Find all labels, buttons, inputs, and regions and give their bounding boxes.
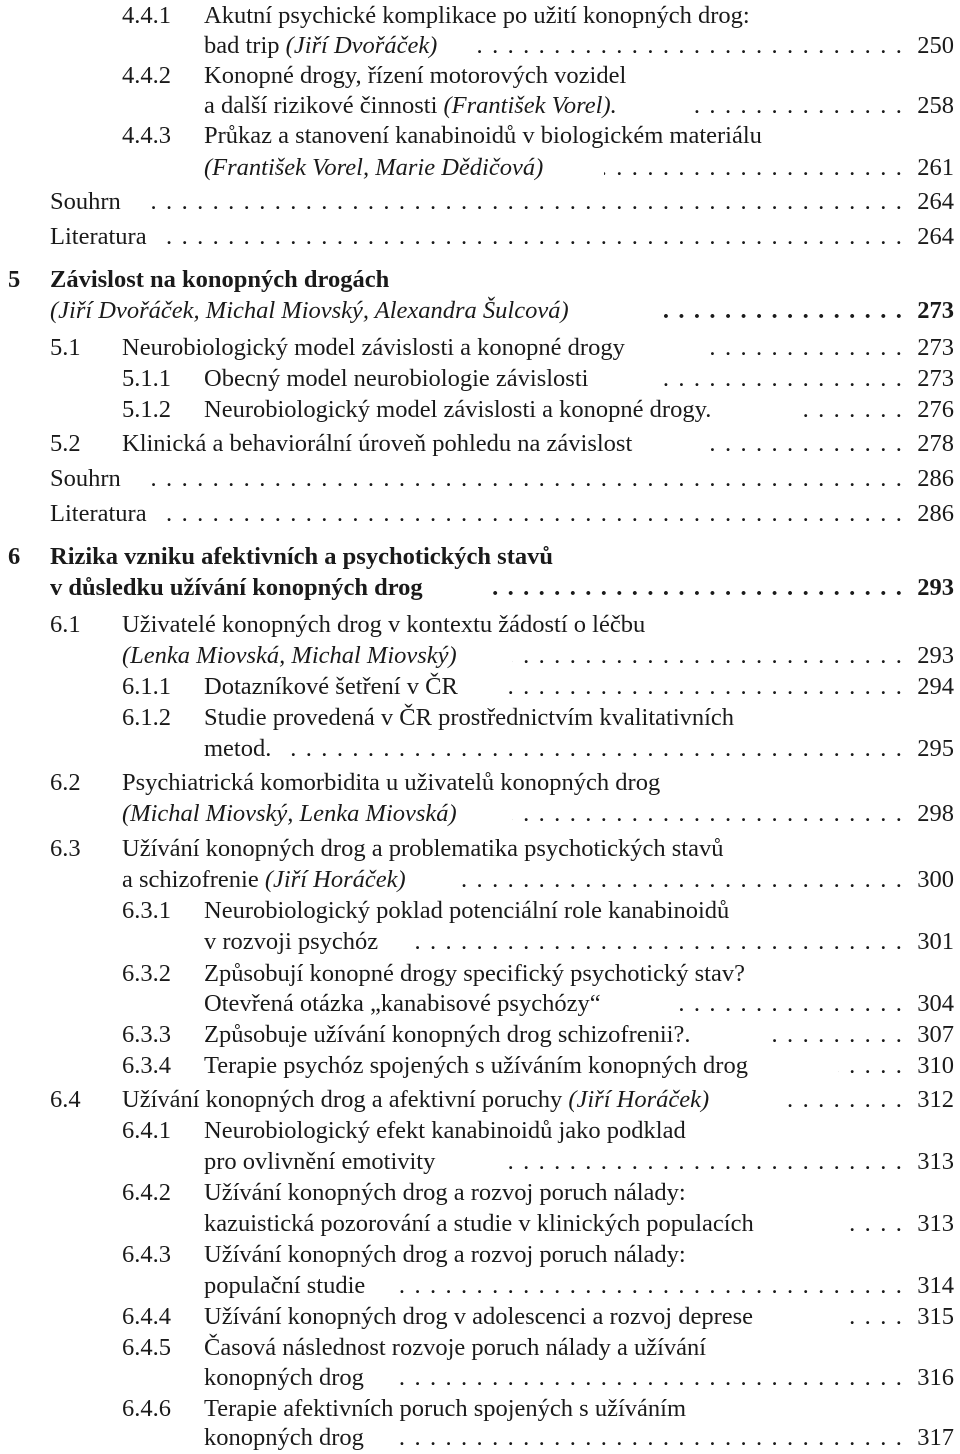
toc-entry (0, 926, 954, 958)
section-number: 5.1.1 (122, 365, 171, 392)
entry-author: (Lenka Miovská, Michal Miovský) (122, 642, 457, 669)
toc-entry (0, 186, 954, 218)
entry-title: Způsobují konopné drogy specifický psychotický stav? (204, 960, 745, 987)
page-number: 301 (917, 928, 954, 955)
entry-title: Akutní psychické komplikace po užití konopných drog: (204, 2, 750, 29)
entry-title: Průkaz a stanovení kanabinoidů v biologickém materiálu (204, 122, 762, 149)
section-number: 6.3.2 (122, 960, 171, 987)
toc-entry (0, 702, 954, 734)
toc-line (0, 1115, 960, 1147)
toc-entry (0, 30, 954, 62)
toc-line (0, 60, 960, 92)
dot-leader (512, 798, 954, 830)
toc-line (0, 221, 960, 253)
toc-entry (0, 90, 954, 122)
dot-leader (454, 864, 954, 896)
entry-title: Literatura (50, 500, 147, 527)
toc-entry (0, 498, 954, 530)
entry-title: Psychiatrická komorbidita u uživatelů konopných drog (122, 769, 661, 796)
page-number: 307 (917, 1021, 954, 1048)
dot-leader (500, 1146, 954, 1178)
toc-line (0, 1422, 960, 1454)
toc-line (0, 1239, 960, 1271)
entry-title: v důsledku užívání konopných drog (50, 574, 423, 601)
entry-title: konopných drog (204, 1424, 364, 1451)
entry-title: Otevřená otázka „kanabisové psychózy“ (204, 990, 601, 1017)
toc-line (0, 541, 960, 573)
toc-line (0, 958, 960, 990)
dot-leader (392, 1270, 954, 1302)
section-number: 6.1 (50, 611, 81, 638)
dot-leader (140, 186, 954, 218)
entry-author: (František Vorel, Marie Dědičová) (204, 154, 544, 181)
entry-title: a další rizikové činnosti (František Vorel). (204, 92, 617, 119)
toc-line (0, 463, 960, 495)
toc-entry (0, 958, 954, 990)
entry-title: populační studie (204, 1272, 366, 1299)
toc-line (0, 120, 960, 152)
toc-line (0, 895, 960, 927)
toc-line (0, 926, 960, 958)
dot-leader (684, 90, 954, 122)
entry-title: Způsobuje užívání konopných drog schizofrenii?. (204, 1021, 691, 1048)
section-number: 6.3.1 (122, 897, 171, 924)
toc-entry (0, 221, 954, 253)
page-number: 273 (917, 334, 954, 361)
dot-leader (392, 1362, 954, 1394)
section-number: 6.4.4 (122, 1303, 171, 1330)
section-number: 5 (8, 266, 21, 293)
toc-entry (0, 152, 954, 184)
section-number: 6.2 (50, 769, 81, 796)
dot-leader (840, 1301, 954, 1333)
dot-leader (654, 363, 954, 395)
toc-entry (0, 988, 954, 1020)
entry-title: konopných drog (204, 1364, 364, 1391)
section-number: 5.1.2 (122, 396, 171, 423)
entry-author: (Jiří Dvořáček) (285, 32, 438, 59)
entry-title: Užívání konopných drog a rozvoj poruch nálady: (204, 1241, 686, 1268)
entry-author: (Jiří Horáček) (568, 1086, 710, 1113)
page-number: 261 (917, 154, 954, 181)
entry-title: Časová následnost rozvoje poruch nálady a užívání (204, 1334, 707, 1361)
toc-line (0, 864, 960, 896)
entry-title: Terapie psychóz spojených s užíváním konopných drog (204, 1052, 748, 1079)
toc-entry (0, 295, 954, 327)
toc-line (0, 1332, 960, 1364)
page-number: 295 (917, 735, 954, 762)
toc-entry (0, 1019, 954, 1051)
section-number: 5.1 (50, 334, 81, 361)
section-number: 6 (8, 543, 21, 570)
page-number: 286 (917, 500, 954, 527)
toc-line (0, 0, 960, 32)
dot-leader (392, 1422, 954, 1454)
entry-author: (Michal Miovský, Lenka Miovská) (122, 800, 457, 827)
entry-title: Dotazníkové šetření v ČR (204, 673, 458, 700)
toc-line (0, 332, 960, 364)
section-number: 6.4.3 (122, 1241, 171, 1268)
toc-entry (0, 1146, 954, 1178)
toc-line (0, 798, 960, 830)
toc-line (0, 767, 960, 799)
toc-entry (0, 1084, 954, 1116)
page-number: 278 (917, 430, 954, 457)
section-number: 5.2 (50, 430, 81, 457)
page-number: 273 (917, 297, 954, 324)
entry-title: Užívání konopných drog v adolescenci a rozvoj deprese (204, 1303, 754, 1330)
toc-entry (0, 463, 954, 495)
entry-title: Užívání konopných drog a rozvoj poruch nálady: (204, 1179, 686, 1206)
page-number: 293 (917, 574, 954, 601)
entry-title: metod. (204, 735, 272, 762)
entry-title: Neurobiologický poklad potenciální role kanabinoidů (204, 897, 730, 924)
toc-entry (0, 671, 954, 703)
entry-title: Neurobiologický model závislosti a konopné drogy. (204, 396, 712, 423)
toc-line (0, 702, 960, 734)
dot-leader (512, 640, 954, 672)
toc-entry (0, 1270, 954, 1302)
toc-entry (0, 1208, 954, 1240)
section-number: 4.4.2 (122, 62, 171, 89)
entry-title: Souhrn (50, 188, 121, 215)
toc-line (0, 1208, 960, 1240)
dot-leader (166, 498, 954, 530)
toc-entry (0, 60, 954, 92)
toc-entry (0, 609, 954, 641)
toc-entry (0, 1177, 954, 1209)
entry-title: bad trip (Jiří Dvořáček) (204, 32, 438, 59)
toc-line (0, 152, 960, 184)
toc-line (0, 363, 960, 395)
dot-leader (166, 221, 954, 253)
entry-title: Studie provedená v ČR prostřednictvím kvalitativních (204, 704, 735, 731)
section-number: 6.3.3 (122, 1021, 171, 1048)
toc-line (0, 1019, 960, 1051)
toc-entry (0, 640, 954, 672)
page-number: 304 (917, 990, 954, 1017)
dot-leader (840, 1208, 954, 1240)
entry-title: Užívání konopných drog a problematika psychotických stavů (122, 835, 724, 862)
entry-title: Obecný model neurobiologie závislosti (204, 365, 589, 392)
page-number: 286 (917, 465, 954, 492)
dot-leader (704, 428, 954, 460)
section-number: 6.4.2 (122, 1179, 171, 1206)
section-number: 6.4.1 (122, 1117, 171, 1144)
page-number: 298 (917, 800, 954, 827)
section-number: 6.1.1 (122, 673, 171, 700)
entry-title: Terapie afektivních poruch spojených s užíváním (204, 1395, 686, 1422)
section-number: 6.4.6 (122, 1395, 171, 1422)
dot-leader (788, 1084, 954, 1116)
dot-leader (500, 671, 954, 703)
page-number: 258 (917, 92, 954, 119)
entry-title: Neurobiologický model závislosti a konopné drogy (122, 334, 625, 361)
toc-line (0, 498, 960, 530)
toc-entry (0, 394, 954, 426)
toc-line (0, 1301, 960, 1333)
entry-title: Klinická a behaviorální úroveň pohledu na závislost (122, 430, 633, 457)
dot-leader (282, 733, 954, 765)
toc-line (0, 1362, 960, 1394)
toc-entry (0, 572, 954, 604)
toc-line (0, 609, 960, 641)
entry-title: Konopné drogy, řízení motorových vozidel (204, 62, 627, 89)
entry-title: Uživatelé konopných drog v kontextu žádostí o léčbu (122, 611, 646, 638)
dot-leader (140, 463, 954, 495)
toc-entry (0, 1115, 954, 1147)
dot-leader (656, 295, 954, 327)
page-number: 250 (917, 32, 954, 59)
toc-line (0, 988, 960, 1020)
dot-leader (474, 30, 954, 62)
toc-entry (0, 767, 954, 799)
dot-leader (762, 1019, 954, 1051)
entry-title: Souhrn (50, 465, 121, 492)
toc-line (0, 90, 960, 122)
toc-line (0, 264, 960, 296)
toc-entry (0, 0, 954, 32)
section-number: 4.4.1 (122, 2, 171, 29)
dot-leader (680, 988, 954, 1020)
page-number: 264 (917, 223, 954, 250)
page-number: 313 (917, 1148, 954, 1175)
toc-line (0, 1270, 960, 1302)
toc-line (0, 428, 960, 460)
dot-leader (796, 394, 954, 426)
entry-title: Závislost na konopných drogách (50, 266, 390, 293)
page-number: 300 (917, 866, 954, 893)
toc-entry (0, 1393, 954, 1425)
toc-entry (0, 332, 954, 364)
entry-author: (Jiří Horáček) (264, 866, 406, 893)
toc-entry (0, 833, 954, 865)
toc-entry (0, 363, 954, 395)
page-number: 317 (917, 1424, 954, 1451)
toc-entry (0, 895, 954, 927)
toc-line (0, 394, 960, 426)
toc-entry (0, 864, 954, 896)
toc-entry (0, 1301, 954, 1333)
toc-line (0, 30, 960, 62)
toc-entry (0, 1362, 954, 1394)
dot-leader (412, 926, 954, 958)
section-number: 6.3 (50, 835, 81, 862)
toc-line (0, 833, 960, 865)
entry-title: pro ovlivnění emotivity (204, 1148, 436, 1175)
entry-title: Neurobiologický efekt kanabinoidů jako podklad (204, 1117, 686, 1144)
toc-line (0, 640, 960, 672)
toc-line (0, 186, 960, 218)
toc-entry (0, 541, 954, 573)
toc-line (0, 572, 960, 604)
page-number: 264 (917, 188, 954, 215)
dot-leader (838, 1050, 954, 1082)
toc-line (0, 1393, 960, 1425)
toc-line (0, 1084, 960, 1116)
toc-line (0, 671, 960, 703)
page-number: 316 (917, 1364, 954, 1391)
toc-line (0, 1050, 960, 1082)
toc-entry (0, 428, 954, 460)
toc-entry (0, 1332, 954, 1364)
page-number: 293 (917, 642, 954, 669)
toc-entry (0, 1050, 954, 1082)
entry-title: Rizika vzniku afektivních a psychotických stavů (50, 543, 553, 570)
toc-entry (0, 1422, 954, 1454)
section-number: 6.4.5 (122, 1334, 171, 1361)
section-number: 4.4.3 (122, 122, 171, 149)
page-number: 312 (917, 1086, 954, 1113)
toc-entry (0, 120, 954, 152)
toc-line (0, 1177, 960, 1209)
entry-title: a schizofrenie (Jiří Horáček) (122, 866, 406, 893)
section-number: 6.3.4 (122, 1052, 171, 1079)
page-number: 313 (917, 1210, 954, 1237)
toc-entry (0, 733, 954, 765)
toc-entry (0, 1239, 954, 1271)
page-number: 273 (917, 365, 954, 392)
page-number: 310 (917, 1052, 954, 1079)
entry-title: v rozvoji psychóz (204, 928, 379, 955)
dot-leader (710, 332, 954, 364)
dot-leader (484, 572, 954, 604)
entry-title: Užívání konopných drog a afektivní poruchy (Jiří Horáček) (122, 1086, 710, 1113)
section-number: 6.1.2 (122, 704, 171, 731)
entry-title: Literatura (50, 223, 147, 250)
page-number: 276 (917, 396, 954, 423)
entry-author: (Jiří Dvořáček, Michal Miovský, Alexandra Šulcová) (50, 297, 569, 324)
page-number: 315 (917, 1303, 954, 1330)
toc-line (0, 295, 960, 327)
page-number: 314 (917, 1272, 954, 1299)
toc-line (0, 733, 960, 765)
section-number: 6.4 (50, 1086, 81, 1113)
dot-leader (604, 152, 954, 184)
entry-title: kazuistická pozorování a studie v klinických populacích (204, 1210, 754, 1237)
page-number: 294 (917, 673, 954, 700)
entry-author: (František Vorel). (443, 92, 617, 119)
toc-line (0, 1146, 960, 1178)
toc-entry (0, 264, 954, 296)
toc-entry (0, 798, 954, 830)
